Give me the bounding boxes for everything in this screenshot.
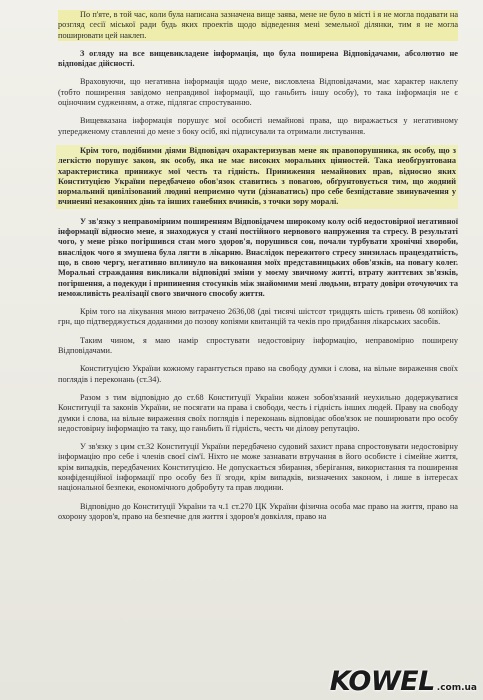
paragraph-11: У зв'язку з цим ст.32 Конституції України передбачено судовий захист права спростовувати недостовірну інформацію про себе і членів своєї сім'ї. Ніхто не може зазнавати втручання в його особисте і сімейне життя, крім випадків, передбачених Конституцією. Не допускається збирання, зберігання, використання та поширення конфіденційної інформації про особу без її згоди, крім випадків, визначених законом, і лише в інтересах національної безпеки, економічного добробуту та прав людини.: [58, 442, 458, 493]
paragraph-10: Разом з тим відповідно до ст.68 Конституції України кожен зобов'язаний неухильно додержуватися Конституції та законів України, не посягати на права і свободи, честь і гідність інших людей. Праву на свободу думки і слова, на вільне вираження своїх поглядів і переконань відповідає обов'язок не поширювати про особу недостовірну інформацію та таку, що ганьбить її гідність, честь чи ділову репутацію.: [58, 392, 458, 433]
kowel-watermark-logo: [330, 666, 477, 697]
paragraph-3: Враховуючи, що негативна інформація щодо мене, висловлена Відповідачами, має характер наклепу (тобто поширення завідомо неправдивої інформації, що ганьбить іншу особу), то така інформація не є оціночним судженням, а отже, підлягає спростуванню.: [58, 77, 458, 108]
paragraph-5-bold-highlighted: Крім того, подібними діями Відповідач охарактеризував мене як правопорушника, як особу, що з легкістю порушує закон, як особу, яка не має високих моральних цінностей. Така необґрунтована характеристика принижує мої честь та гідність. Приниження немайнових прав, відносно яких Конституцією України передбачено обов'язок ставитись з повагою, обґрунтовується тим, що жодний нормальний цивілізований людині неприємно чути (дізнаватись) про себе безпідставне звинувачення у вчиненні незаконних дінь та інших ганебних вчинків, з точки зору моралі.: [56, 145, 458, 209]
watermark-logo-text: KOWEL: [329, 666, 435, 697]
paragraph-2-bold: З огляду на все вищевикладене інформація, що була поширена Відповідачами, абсолютно не відповідає дійсності.: [58, 48, 458, 69]
paragraph-7: Крім того на лікування мною витрачено 2636,08 (дві тисячі шістсот тридцять шість гривень 08 копійок) грн, що підтверджується доданими до позову копіями квитанцій та чеків про придбання лікарських засобів.: [58, 307, 458, 327]
paragraph-9: Конституцією України кожному гарантується право на свободу думки і слова, на вільне вираження своїх поглядів і переконань (ст.34).: [58, 364, 458, 384]
paragraph-12: Відповідно до Конституції України та ч.1 ст.270 ЦК України фізична особа має право на життя, право на охорону здоров'я, право на безпечне для життя і здоров'я довкілля, право на: [58, 501, 458, 521]
watermark-domain-text: .com.ua: [436, 683, 477, 693]
paragraph-6: У зв'язку з неправомірним поширенням Відповідачем широкому колу осіб недостовірної негативної інформації відносно мене, я знаходжуся у стані постійного нервового напруження та стресу. В результаті чого, у мене різко погіршився стан мого здоров'я, порушився сон, почали турбувати хронічні хвороби, внаслідок чого я змушена була лягти в лікарню. Внаслідок пережитого стресу знизилась працездатність, що, в свою чергу, негативно вплинуло на виконання моїх представницьких обов'язків, на повагу колег. Моральні страждання викликали відповідні зміни у моєму звичному житті, втрату життєвих зв'язків, погіршення, а подекуди і припинення стосунків між знайомими мені людьми, втрату довіри оточуючих та неможливість реалізації свого звичного способу життя.: [58, 216, 458, 298]
paragraph-8: Таким чином, я маю намір спростувати недостовірну інформацію, неправомірно поширену Відповідачами.: [58, 335, 458, 356]
paragraph-4: Вищевказана інформація порушує мої особисті немайнові права, що виражається у негативному упередженому ставленні до мене з боку осіб, які підписували та отримали листування.: [58, 116, 458, 136]
document-body: [58, 10, 458, 530]
paragraph-1: По п'яте, в той час, коли була написана зазначена вище заява, мене не було в місті і я не могла подавати на розгляд сесії міської ради будь яких проектів щодо відведення мені земельної ділянки, тим я не могла поширювати цей наклеп.: [58, 10, 458, 40]
